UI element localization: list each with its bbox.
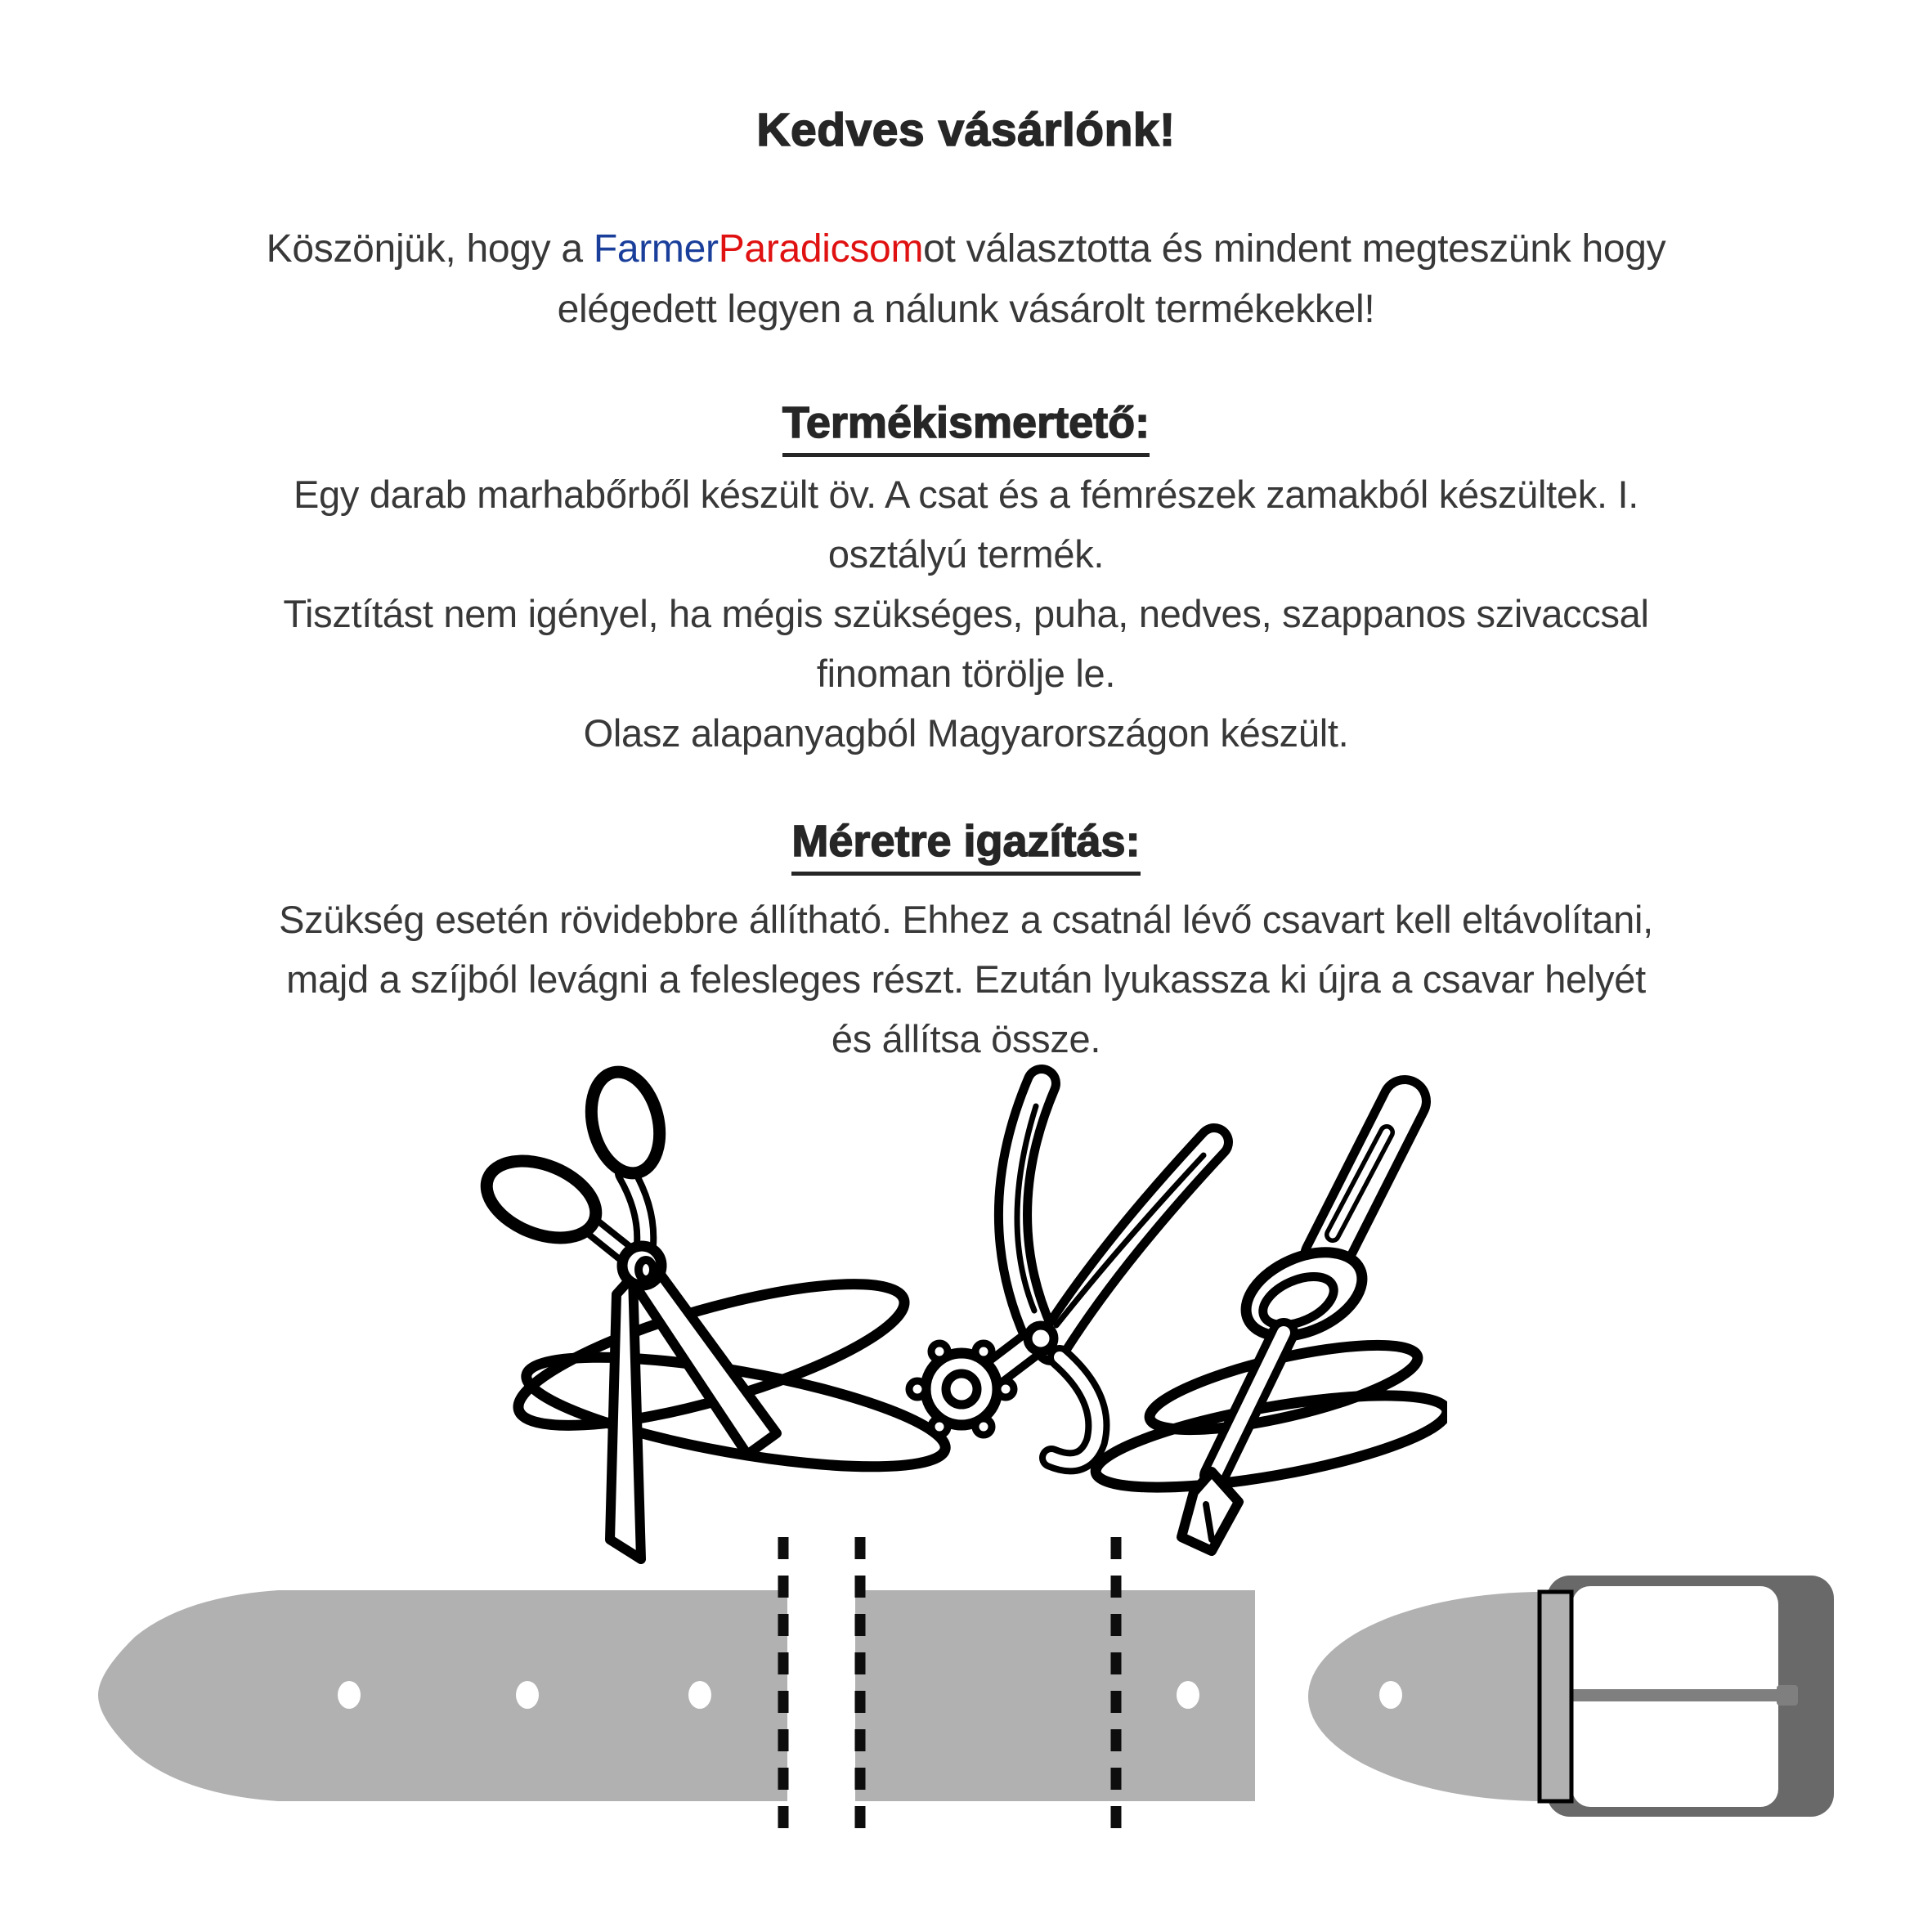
intro-line1-prefix: Köszönjük, hogy a bbox=[266, 227, 594, 271]
sizing-paragraph bbox=[0, 890, 1932, 1069]
scissors-icon bbox=[475, 1065, 952, 1559]
text-line: osztályú termék. bbox=[827, 532, 1105, 576]
intro-line1-suffix: ot választotta és mindent megteszünk hogy bbox=[923, 227, 1666, 271]
text-line bbox=[0, 219, 1932, 280]
text-line: és állítsa össze. bbox=[831, 1017, 1101, 1060]
belt-buckle bbox=[1540, 1576, 1834, 1817]
intro-paragraph bbox=[0, 219, 1932, 340]
belt-tip-strap bbox=[98, 1590, 787, 1801]
text-line: Olasz alapanyagból Magyarországon készült. bbox=[583, 711, 1349, 755]
belt-hole bbox=[516, 1681, 539, 1709]
buckle-prong-tip bbox=[1777, 1685, 1798, 1706]
belt-hole bbox=[1177, 1681, 1199, 1709]
buckle-prong bbox=[1571, 1689, 1778, 1701]
text-line: Szükség esetén rövidebbre állítható. Ehhez a csatnál lévő csavart kell eltávolítani, bbox=[279, 898, 1653, 941]
text-line: Egy darab marhabőrből készült öv. A csat és a fémrészek zamakból készültek. I. bbox=[293, 473, 1638, 516]
belt-keeper bbox=[1540, 1592, 1571, 1801]
screwdriver-icon bbox=[1090, 1101, 1447, 1551]
text-line: majd a szíjból levágni a felesleges részt. Ezután lyukassza ki újra a csavar helyét bbox=[286, 957, 1646, 1001]
text-line: elégedett legyen a nálunk vásárolt termékekkel! bbox=[557, 288, 1375, 331]
page-title: Kedves vásárlónk! bbox=[756, 104, 1176, 156]
section-heading-sizing: Méretre igazítás: bbox=[0, 816, 1932, 876]
product-info-paragraph bbox=[0, 464, 1932, 763]
belt-hole bbox=[1379, 1681, 1402, 1709]
belt-hole bbox=[688, 1681, 711, 1709]
hole-punch-pliers-icon bbox=[909, 1083, 1214, 1462]
brand-farmer: Farmer bbox=[593, 227, 719, 271]
belt-diagram bbox=[0, 1513, 1932, 1932]
brand-paradicsom: Paradicsom bbox=[718, 227, 924, 271]
section-heading-product-info: Termékismertető: bbox=[0, 397, 1932, 457]
belt-hole bbox=[338, 1681, 361, 1709]
text-line: finoman törölje le. bbox=[816, 652, 1116, 695]
text-line: Tisztítást nem igényel, ha mégis szükséges, puha, nedves, szappanos szivaccsal bbox=[283, 592, 1649, 635]
tools-illustration bbox=[466, 1051, 1447, 1574]
